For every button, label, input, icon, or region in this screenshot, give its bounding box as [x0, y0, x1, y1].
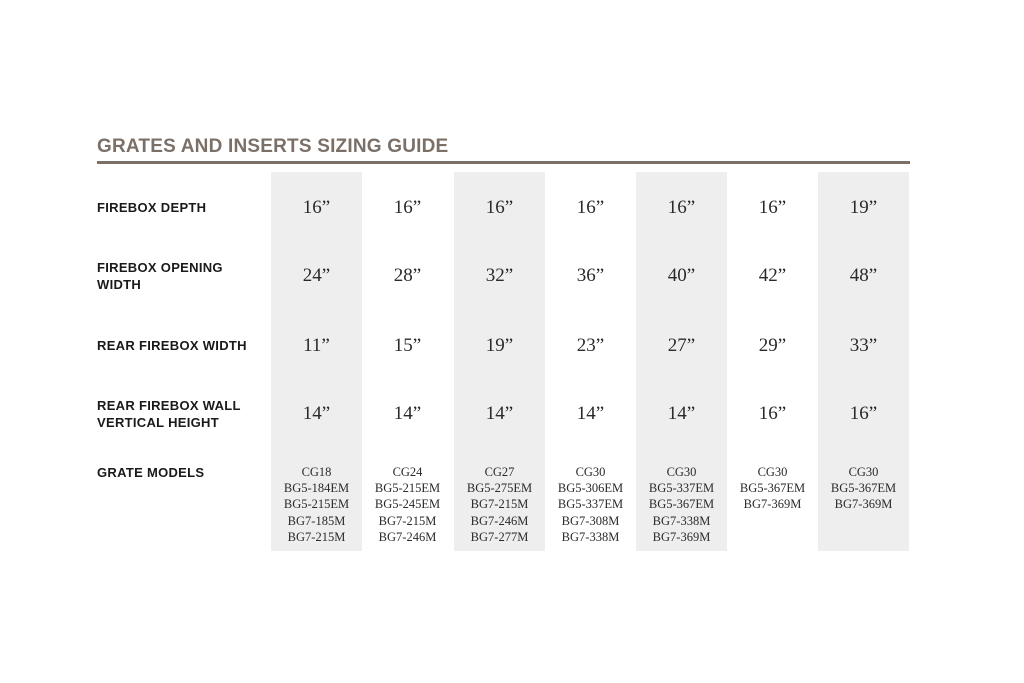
cell-rear: 23” — [576, 335, 605, 356]
grate-model: BG7-369M — [743, 497, 802, 512]
row-label-models — [97, 464, 204, 481]
cell-opening: 48” — [849, 265, 878, 286]
cell-wall: 16” — [849, 403, 878, 424]
title-divider — [97, 161, 910, 164]
grate-model: CG30 — [757, 465, 788, 479]
cell-depth: 19” — [849, 197, 878, 218]
grate-model: BG7-308M — [561, 513, 620, 528]
grate-models-list — [454, 464, 545, 545]
row-label-depth — [97, 199, 206, 216]
cell-rear: 33” — [849, 335, 878, 356]
grate-models-list — [362, 464, 453, 545]
grate-models-list — [271, 464, 362, 545]
grate-model: CG24 — [392, 465, 423, 479]
row-label-line: GRATE MODELS — [97, 465, 205, 480]
grate-model: BG5-245EM — [374, 497, 441, 512]
grate-model: BG5-367EM — [648, 497, 715, 512]
grate-model: CG30 — [666, 465, 697, 479]
cell-opening: 36” — [576, 265, 605, 286]
grate-model: CG30 — [575, 465, 606, 479]
grate-model: BG5-275EM — [466, 481, 533, 496]
grate-model: BG7-338M — [561, 529, 620, 544]
grate-model: BG7-215M — [470, 497, 529, 512]
cell-wall: 14” — [485, 403, 514, 424]
grate-model: CG27 — [484, 465, 515, 479]
cell-rear: 15” — [393, 335, 422, 356]
grate-model: BG7-369M — [652, 529, 711, 544]
row-label-wall — [97, 397, 241, 431]
cell-wall: 14” — [302, 403, 331, 424]
cell-depth: 16” — [758, 197, 787, 218]
cell-wall: 14” — [393, 403, 422, 424]
row-label-line: REAR FIREBOX WIDTH — [97, 338, 247, 353]
cell-opening: 32” — [485, 265, 514, 286]
cell-depth: 16” — [576, 197, 605, 218]
grate-model: BG5-215EM — [374, 481, 441, 496]
row-label-line: FIREBOX DEPTH — [97, 200, 207, 215]
cell-depth: 16” — [393, 197, 422, 218]
cell-wall: 16” — [758, 403, 787, 424]
grate-model: CG30 — [848, 465, 879, 479]
grate-model: BG5-367EM — [830, 481, 897, 496]
grate-model: BG5-337EM — [648, 481, 715, 496]
cell-wall: 14” — [667, 403, 696, 424]
cell-depth: 16” — [485, 197, 514, 218]
grate-model: BG5-215EM — [283, 497, 350, 512]
grate-model: BG7-369M — [834, 497, 893, 512]
grate-model: BG7-215M — [287, 529, 346, 544]
row-label-opening — [97, 259, 223, 293]
cell-depth: 16” — [667, 197, 696, 218]
cell-rear: 19” — [485, 335, 514, 356]
grate-model: BG7-215M — [378, 513, 437, 528]
grate-model: BG7-185M — [287, 513, 346, 528]
grate-models-list — [818, 464, 909, 513]
cell-rear: 29” — [758, 335, 787, 356]
grate-model: CG18 — [301, 465, 332, 479]
grate-model: BG7-246M — [470, 513, 529, 528]
cell-opening: 40” — [667, 265, 696, 286]
row-label-line: FIREBOX OPENING — [97, 260, 223, 275]
cell-depth: 16” — [302, 197, 331, 218]
cell-opening: 42” — [758, 265, 787, 286]
cell-rear: 11” — [303, 335, 330, 356]
cell-wall: 14” — [576, 403, 605, 424]
grate-model: BG7-277M — [470, 529, 529, 544]
row-label-line: REAR FIREBOX WALL — [97, 398, 241, 413]
cell-rear: 27” — [667, 335, 696, 356]
cell-opening: 24” — [302, 265, 331, 286]
row-label-line: WIDTH — [97, 277, 142, 292]
grate-models-list — [636, 464, 727, 545]
row-label-line: VERTICAL HEIGHT — [97, 415, 219, 430]
page-title: GRATES AND INSERTS SIZING GUIDE — [97, 136, 449, 157]
grate-models-list — [545, 464, 636, 545]
grate-model: BG5-367EM — [739, 481, 806, 496]
grate-model: BG5-306EM — [557, 481, 624, 496]
cell-opening: 28” — [393, 265, 422, 286]
grate-model: BG5-184EM — [283, 481, 350, 496]
grate-models-list — [727, 464, 818, 513]
grate-model: BG5-337EM — [557, 497, 624, 512]
grate-model: BG7-246M — [378, 529, 437, 544]
row-label-rear — [97, 337, 247, 354]
grate-model: BG7-338M — [652, 513, 711, 528]
